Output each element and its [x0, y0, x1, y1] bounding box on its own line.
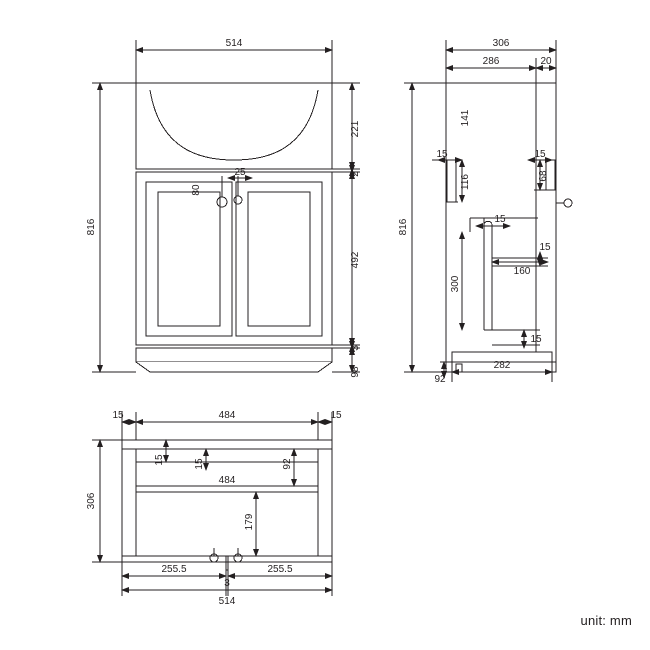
dim-top-gap: 2	[350, 171, 361, 177]
dim-plan-front-rail: 15	[154, 454, 165, 466]
dim-plan-mid-rail: 15	[194, 458, 205, 470]
dim-shelf-inner: 15	[539, 242, 551, 253]
dim-handle-offset: 80	[191, 184, 202, 196]
dim-base-height: 92	[434, 374, 446, 385]
dim-front-height: 816	[86, 218, 97, 236]
dim-plan-door-gap: 3	[224, 578, 230, 589]
dim-bracket-top: 141	[460, 109, 471, 127]
dim-bracket-height: 116	[460, 174, 471, 190]
dim-plinth-height: 98	[350, 366, 361, 378]
dim-plan-inner-width: 484	[218, 410, 236, 421]
dim-shelf-height: 300	[450, 275, 461, 293]
dim-lip-depth: 20	[540, 56, 552, 67]
dim-handle-spacing: 25	[234, 167, 246, 178]
dim-plan-depth: 306	[86, 492, 97, 510]
dim-right-bracket-top: 15	[534, 149, 546, 160]
dim-basin-height: 221	[350, 120, 361, 138]
dim-side-height: 816	[398, 218, 409, 236]
unit-note: unit: mm	[580, 613, 632, 628]
dim-plan-depth-inner: 179	[244, 513, 255, 531]
dim-plan-right-margin: 15	[330, 410, 342, 421]
dim-front-width: 514	[225, 38, 243, 49]
dim-bracket-left: 15	[436, 149, 448, 160]
dim-plan-top-width: 484	[218, 475, 236, 486]
dim-plan-door-left: 255.5	[161, 564, 187, 575]
dim-shelf-top: 15	[494, 214, 506, 225]
front-elevation-view	[136, 83, 332, 372]
dim-door-height: 492	[350, 251, 361, 269]
dim-body-depth: 286	[482, 56, 500, 67]
dim-plinth-gap: 3	[350, 345, 361, 351]
dim-plan-overall-width: 514	[218, 596, 236, 607]
dim-plan-back-offset: 92	[282, 458, 293, 470]
dim-plan-left-margin: 15	[112, 410, 124, 421]
dim-plan-door-right: 255.5	[267, 564, 293, 575]
dim-shelf-bottom: 15	[530, 334, 542, 345]
dim-shelf-width: 160	[513, 266, 531, 277]
dim-base-depth: 282	[493, 360, 511, 371]
dim-side-depth: 306	[492, 38, 510, 49]
dim-right-bracket-height: 68	[538, 170, 549, 182]
